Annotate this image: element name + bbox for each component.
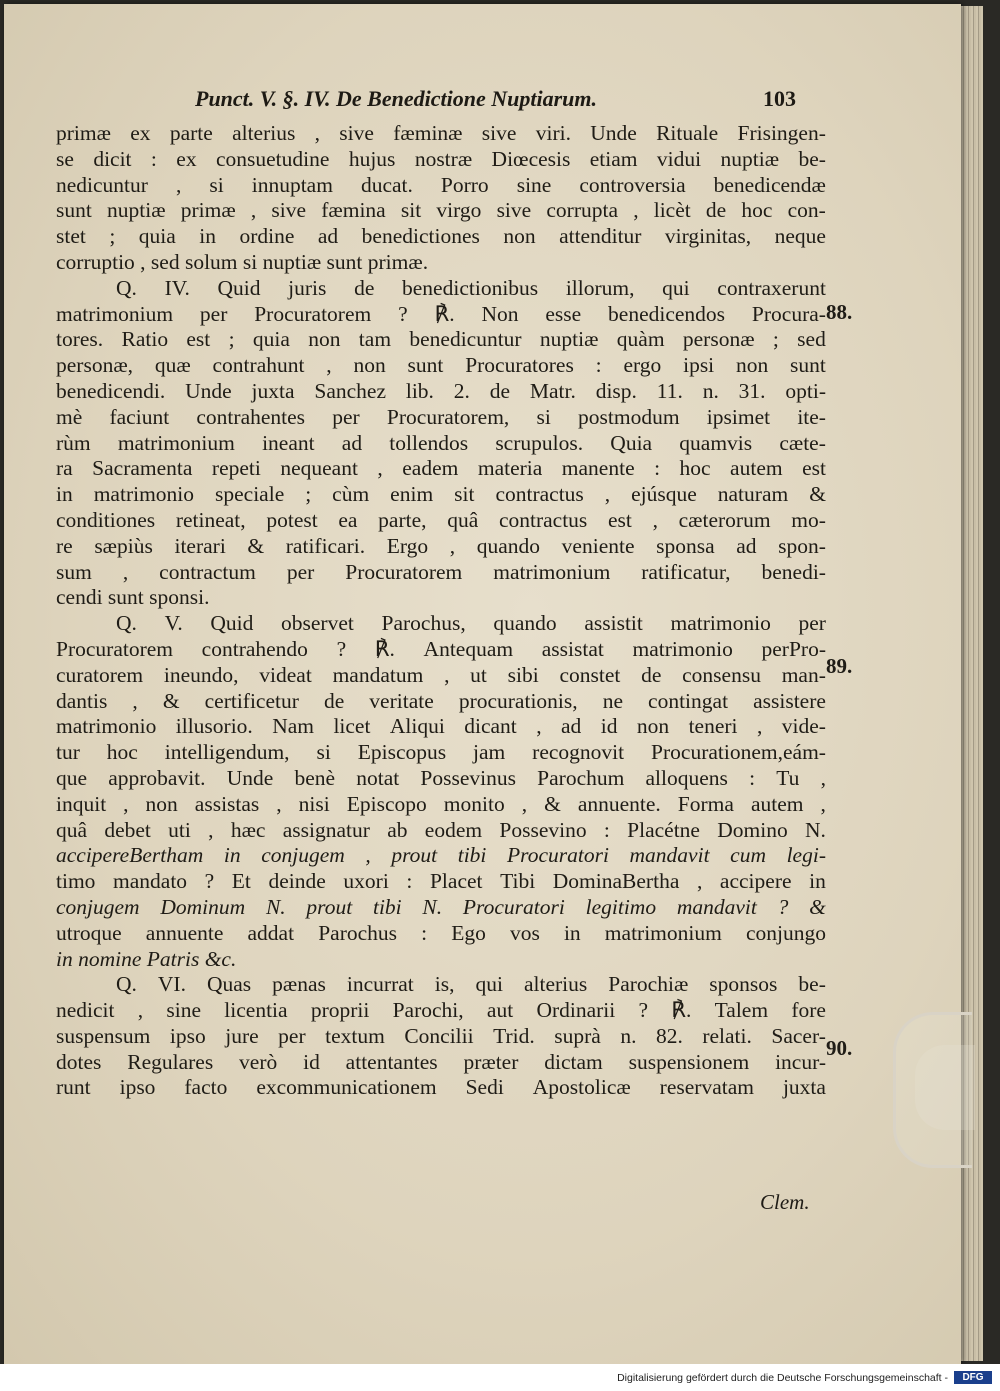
text-line: nedicuntur , si innuptam ducat. Porro sine controversia benedicendæ: [56, 172, 826, 197]
body-text: [56, 121, 826, 1101]
text-line: runt ipso facto excommunicationem Sedi Apostolicæ reservatam juxta: [56, 1075, 826, 1100]
text-line: se dicit : ex consuetudine hujus nostræ Diœcesis etiam vidui nuptiæ be-: [56, 146, 826, 171]
text-line: dotes Regulares verò id attentantes præter dictam suspensionem incur-: [56, 1049, 826, 1074]
margin-number: 89.: [826, 654, 853, 678]
text-line: tur hoc intelligendum, si Episcopus jam recognovit Procurationem,eám-: [56, 740, 826, 765]
text-line: rùm matrimonium ineant ad tollendos scrupulos. Quia quamvis cæte-: [56, 430, 826, 455]
text-line: benedicendi. Unde juxta Sanchez lib. 2. de Matr. disp. 11. n. 31. opti-: [56, 378, 826, 403]
text-line: cendi sunt sponsi.: [56, 585, 210, 610]
text-line: stet ; quia in ordine ad benedictiones non attenditur virginitas, neque: [56, 224, 826, 249]
text-line: utroque annuente addat Parochus : Ego vos in matrimonium conjungo: [56, 920, 826, 945]
text-line: in nomine Patris &c.: [56, 946, 237, 971]
text-line: sum , contractum per Procuratorem matrimonium ratificatur, benedi-: [56, 559, 826, 584]
text-line: Q. VI. Quas pænas incurrat is, qui alterius Parochiæ sponsos be-: [116, 972, 826, 997]
text-line: dantis , & certificetur de veritate procurationis, ne contingat assistere: [56, 688, 826, 713]
text-line: suspensum ipso jure per textum Concilii Trid. suprà n. 82. relati. Sacer-: [56, 1023, 826, 1048]
text-line: quâ debet uti , hæc assignatur ab eodem Possevino : Placétne Domino N.: [56, 817, 826, 842]
text-line: conditiones retineat, potest ea parte, quâ contractus est , cæterorum mo-: [56, 507, 826, 532]
text-line: Q. IV. Quid juris de benedictionibus illorum, qui contraxerunt: [116, 275, 826, 300]
running-head: Punct. V. §. IV. De Benedictione Nuptiarum.: [195, 86, 597, 111]
text-line: primæ ex parte alterius , sive fæminæ sive viri. Unde Rituale Frisingen-: [56, 121, 826, 145]
text-line: que approbavit. Unde benè notat Possevinus Parochum alloquens : Tu ,: [56, 765, 826, 790]
catchword: Clem.: [760, 1190, 810, 1214]
page-number: 103: [763, 86, 796, 111]
text-line: ra Sacramenta repeti nequeant , eadem materia manente : hoc autem est: [56, 456, 826, 481]
text-line: tores. Ratio est ; quia non tam benedicuntur nuptiæ quàm personæ ; sed: [56, 327, 826, 352]
text-line: re sæpiùs iterari & ratificari. Ergo , quando veniente sponsa ad spon-: [56, 533, 826, 558]
text-line: in matrimonio speciale ; cùm enim sit contractus , ejúsque naturam &: [56, 482, 826, 507]
text-line: sunt nuptiæ primæ , sive fæmina sit virgo sive corrupta , licèt de hoc con-: [56, 198, 826, 223]
text-line: Procuratorem contrahendo ? ℟. Antequam assistat matrimonio perPro-: [56, 636, 826, 661]
text-line: accipereBertham in conjugem , prout tibi Procuratori mandavit cum legi-: [56, 843, 826, 868]
text-line: matrimonium per Procuratorem ? ℟. Non esse benedicendos Procura-: [56, 301, 826, 326]
text-line: curatorem ineundo, videat mandatum , ut sibi constet de consensu man-: [56, 662, 826, 687]
text-line: mè faciunt contrahentes per Procuratorem, si postmodum ipsimet ite-: [56, 404, 826, 429]
text-line: personæ, quæ contrahunt , non sunt Procuratores : ergo ipsi non sunt: [56, 353, 826, 378]
text-line: matrimonio illusorio. Nam licet Aliqui dicant , ad id non teneri , vide-: [56, 714, 826, 739]
text-line: corruptio , sed solum si nuptiæ sunt primæ.: [56, 249, 429, 274]
text-line: Q. V. Quid observet Parochus, quando assistit matrimonio per: [116, 611, 826, 636]
margin-number: 88.: [826, 300, 853, 324]
text-line: conjugem Dominum N. prout tibi N. Procuratori legitimo mandavit ? &: [56, 894, 826, 919]
margin-number: 90.: [826, 1036, 853, 1060]
footer-bar: [0, 1364, 1000, 1391]
text-line: inquit , non assistas , nisi Episcopo monito , & annuente. Forma autem ,: [56, 791, 826, 816]
text-line: timo mandato ? Et deinde uxori : Placet Tibi DominaBertha , accipere in: [56, 869, 826, 894]
footer-credit: Digitalisierung gefördert durch die Deutsche Forschungsgemeinschaft -: [617, 1372, 948, 1384]
dfg-logo: DFG: [954, 1371, 992, 1384]
text-line: nedicit , sine licentia proprii Parochi, aut Ordinarii ? ℟. Talem fore: [56, 998, 826, 1023]
page-clip-inner: [915, 1045, 975, 1130]
